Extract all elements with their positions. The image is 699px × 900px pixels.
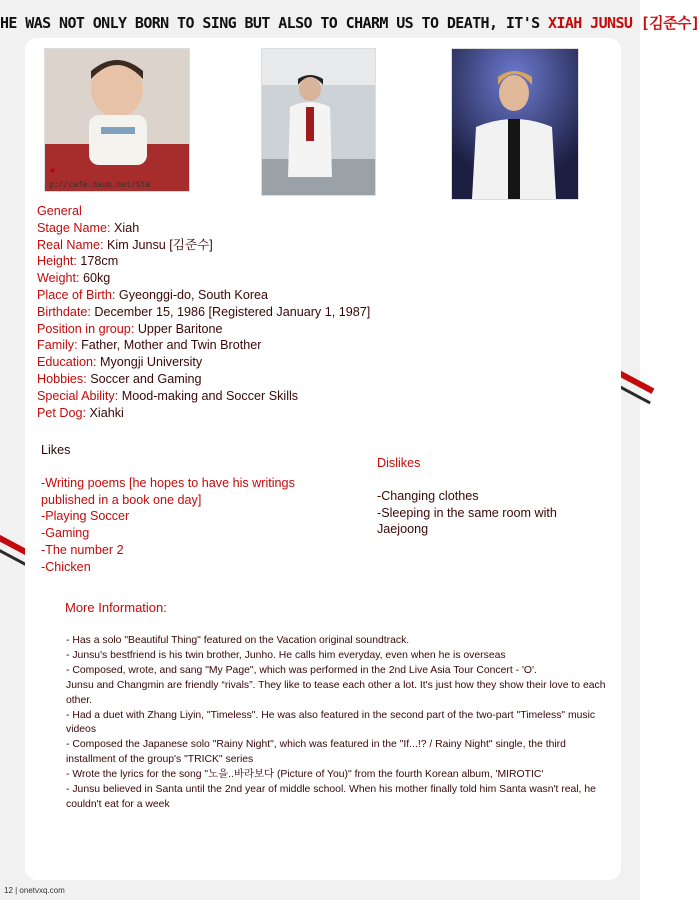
profile-value: Upper Baritone — [137, 321, 223, 336]
dislikes-heading: Dislikes — [377, 456, 421, 470]
likes-item: -Gaming — [41, 526, 90, 541]
profile-value: Xiahki — [89, 405, 124, 420]
profile-row — [37, 337, 370, 354]
profile-label: Position in group: — [37, 321, 138, 336]
profile-label: Pet Dog: — [37, 405, 90, 420]
profile-label: Height: — [37, 254, 81, 269]
profile-value: December 15, 1986 [Registered January 1, 1987] — [94, 304, 371, 319]
profile-value: 60kg — [82, 271, 111, 286]
stage-photo — [451, 48, 579, 200]
profile-value: 178cm — [80, 254, 119, 269]
likes-heading: Likes — [41, 443, 71, 457]
profile-row — [37, 270, 370, 287]
profile-value: Kim Junsu [김준수] — [107, 237, 213, 252]
dislikes-item: -Sleeping in the same room with Jaejoong — [377, 505, 557, 537]
profile-label: Hobbies: — [37, 371, 91, 386]
profile-row — [37, 220, 370, 237]
profile-label: Stage Name: — [37, 220, 115, 235]
more-info-item: - Junsu's bestfriend is his twin brother, Junho. He calls him everyday, even when he is overseas — [66, 649, 506, 661]
profile-section — [37, 203, 370, 421]
profile-label: Family: — [37, 338, 82, 353]
dislikes-item: -Changing clothes — [377, 488, 479, 503]
profile-label: General — [37, 204, 82, 218]
likes-item: -Playing Soccer — [41, 509, 130, 524]
profile-label: Special Ability: — [37, 388, 122, 403]
photo-watermark: p://cafe.daum.net/Sta — [49, 180, 151, 189]
airport-photo-art — [262, 49, 375, 195]
more-info-item: - Wrote the lyrics for the song "노을..바라보다 (Picture of You)" from the fourth Korean album, 'MIROTIC' — [66, 769, 544, 781]
more-info-item: - Composed, wrote, and sang "My Page", which was performed in the 2nd Live Asia Tour Concert - 'O'. — [66, 664, 537, 676]
page-footer: 12 | onetvxq.com — [4, 886, 65, 895]
profile-row — [37, 253, 370, 270]
profile-row — [37, 388, 370, 405]
profile-label: Weight: — [37, 271, 83, 286]
profile-row — [37, 203, 370, 220]
profile-row — [37, 287, 370, 304]
profile-row — [37, 354, 370, 371]
likes-item: -Chicken — [41, 559, 91, 574]
headline-name: XIAH JUNSU [김준수] — [548, 14, 699, 32]
profile-label: Real Name: — [37, 237, 107, 252]
baby-photo-art — [45, 49, 189, 191]
profile-label: Place of Birth: — [37, 287, 119, 302]
profile-row — [37, 371, 370, 388]
dislikes-section — [377, 455, 597, 538]
profile-row — [37, 321, 370, 338]
profile-row — [37, 304, 370, 321]
baby-photo — [44, 48, 190, 192]
profile-value: Gyeonggi-do, South Korea — [118, 287, 269, 302]
airport-photo — [261, 48, 376, 196]
profile-row — [37, 405, 370, 422]
profile-label: Education: — [37, 355, 101, 370]
more-info-item: - Junsu believed in Santa until the 2nd year of middle school. When his mother finally told him Santa wasn't real, he couldn't eat for a week — [66, 784, 596, 810]
profile-value: Xiah — [114, 220, 140, 235]
profile-value: Soccer and Gaming — [90, 371, 202, 386]
likes-item: -Writing poems [he hopes to have his writings published in a book one day] — [41, 475, 295, 507]
profile-value: Mood-making and Soccer Skills — [121, 388, 299, 403]
profile-value: Father, Mother and Twin Brother — [81, 338, 262, 353]
more-info-list — [66, 634, 606, 813]
more-info-item: - Had a duet with Zhang Liyin, "Timeless". He was also featured in the second part of the two-part "Timeless" music videos — [66, 709, 596, 736]
profile-label: Birthdate: — [37, 304, 95, 319]
likes-item: -The number 2 — [41, 542, 124, 557]
headline-text: HE WAS NOT ONLY BORN TO SING BUT ALSO TO CHARM US TO DEATH, IT'S — [0, 14, 549, 32]
likes-section — [41, 442, 331, 576]
more-info-item: - Composed the Japanese solo "Rainy Night", which was featured in the "If...!? / Rainy Night" single, the third installment of the group's "TRICK" series — [66, 739, 566, 766]
more-info-item: - Has a solo "Beautiful Thing" featured on the Vacation original soundtrack. — [66, 635, 410, 646]
more-info-heading: More Information: — [65, 600, 167, 615]
profile-value: Myongji University — [100, 355, 203, 370]
profile-row — [37, 237, 370, 254]
stage-photo-art — [452, 49, 578, 199]
page-headline — [0, 12, 699, 33]
svg-text:★: ★ — [49, 166, 57, 175]
more-info-item: Junsu and Changmin are friendly “rivals”. They like to tease each other a lot. It's just how they show their love to each other. — [66, 679, 606, 706]
